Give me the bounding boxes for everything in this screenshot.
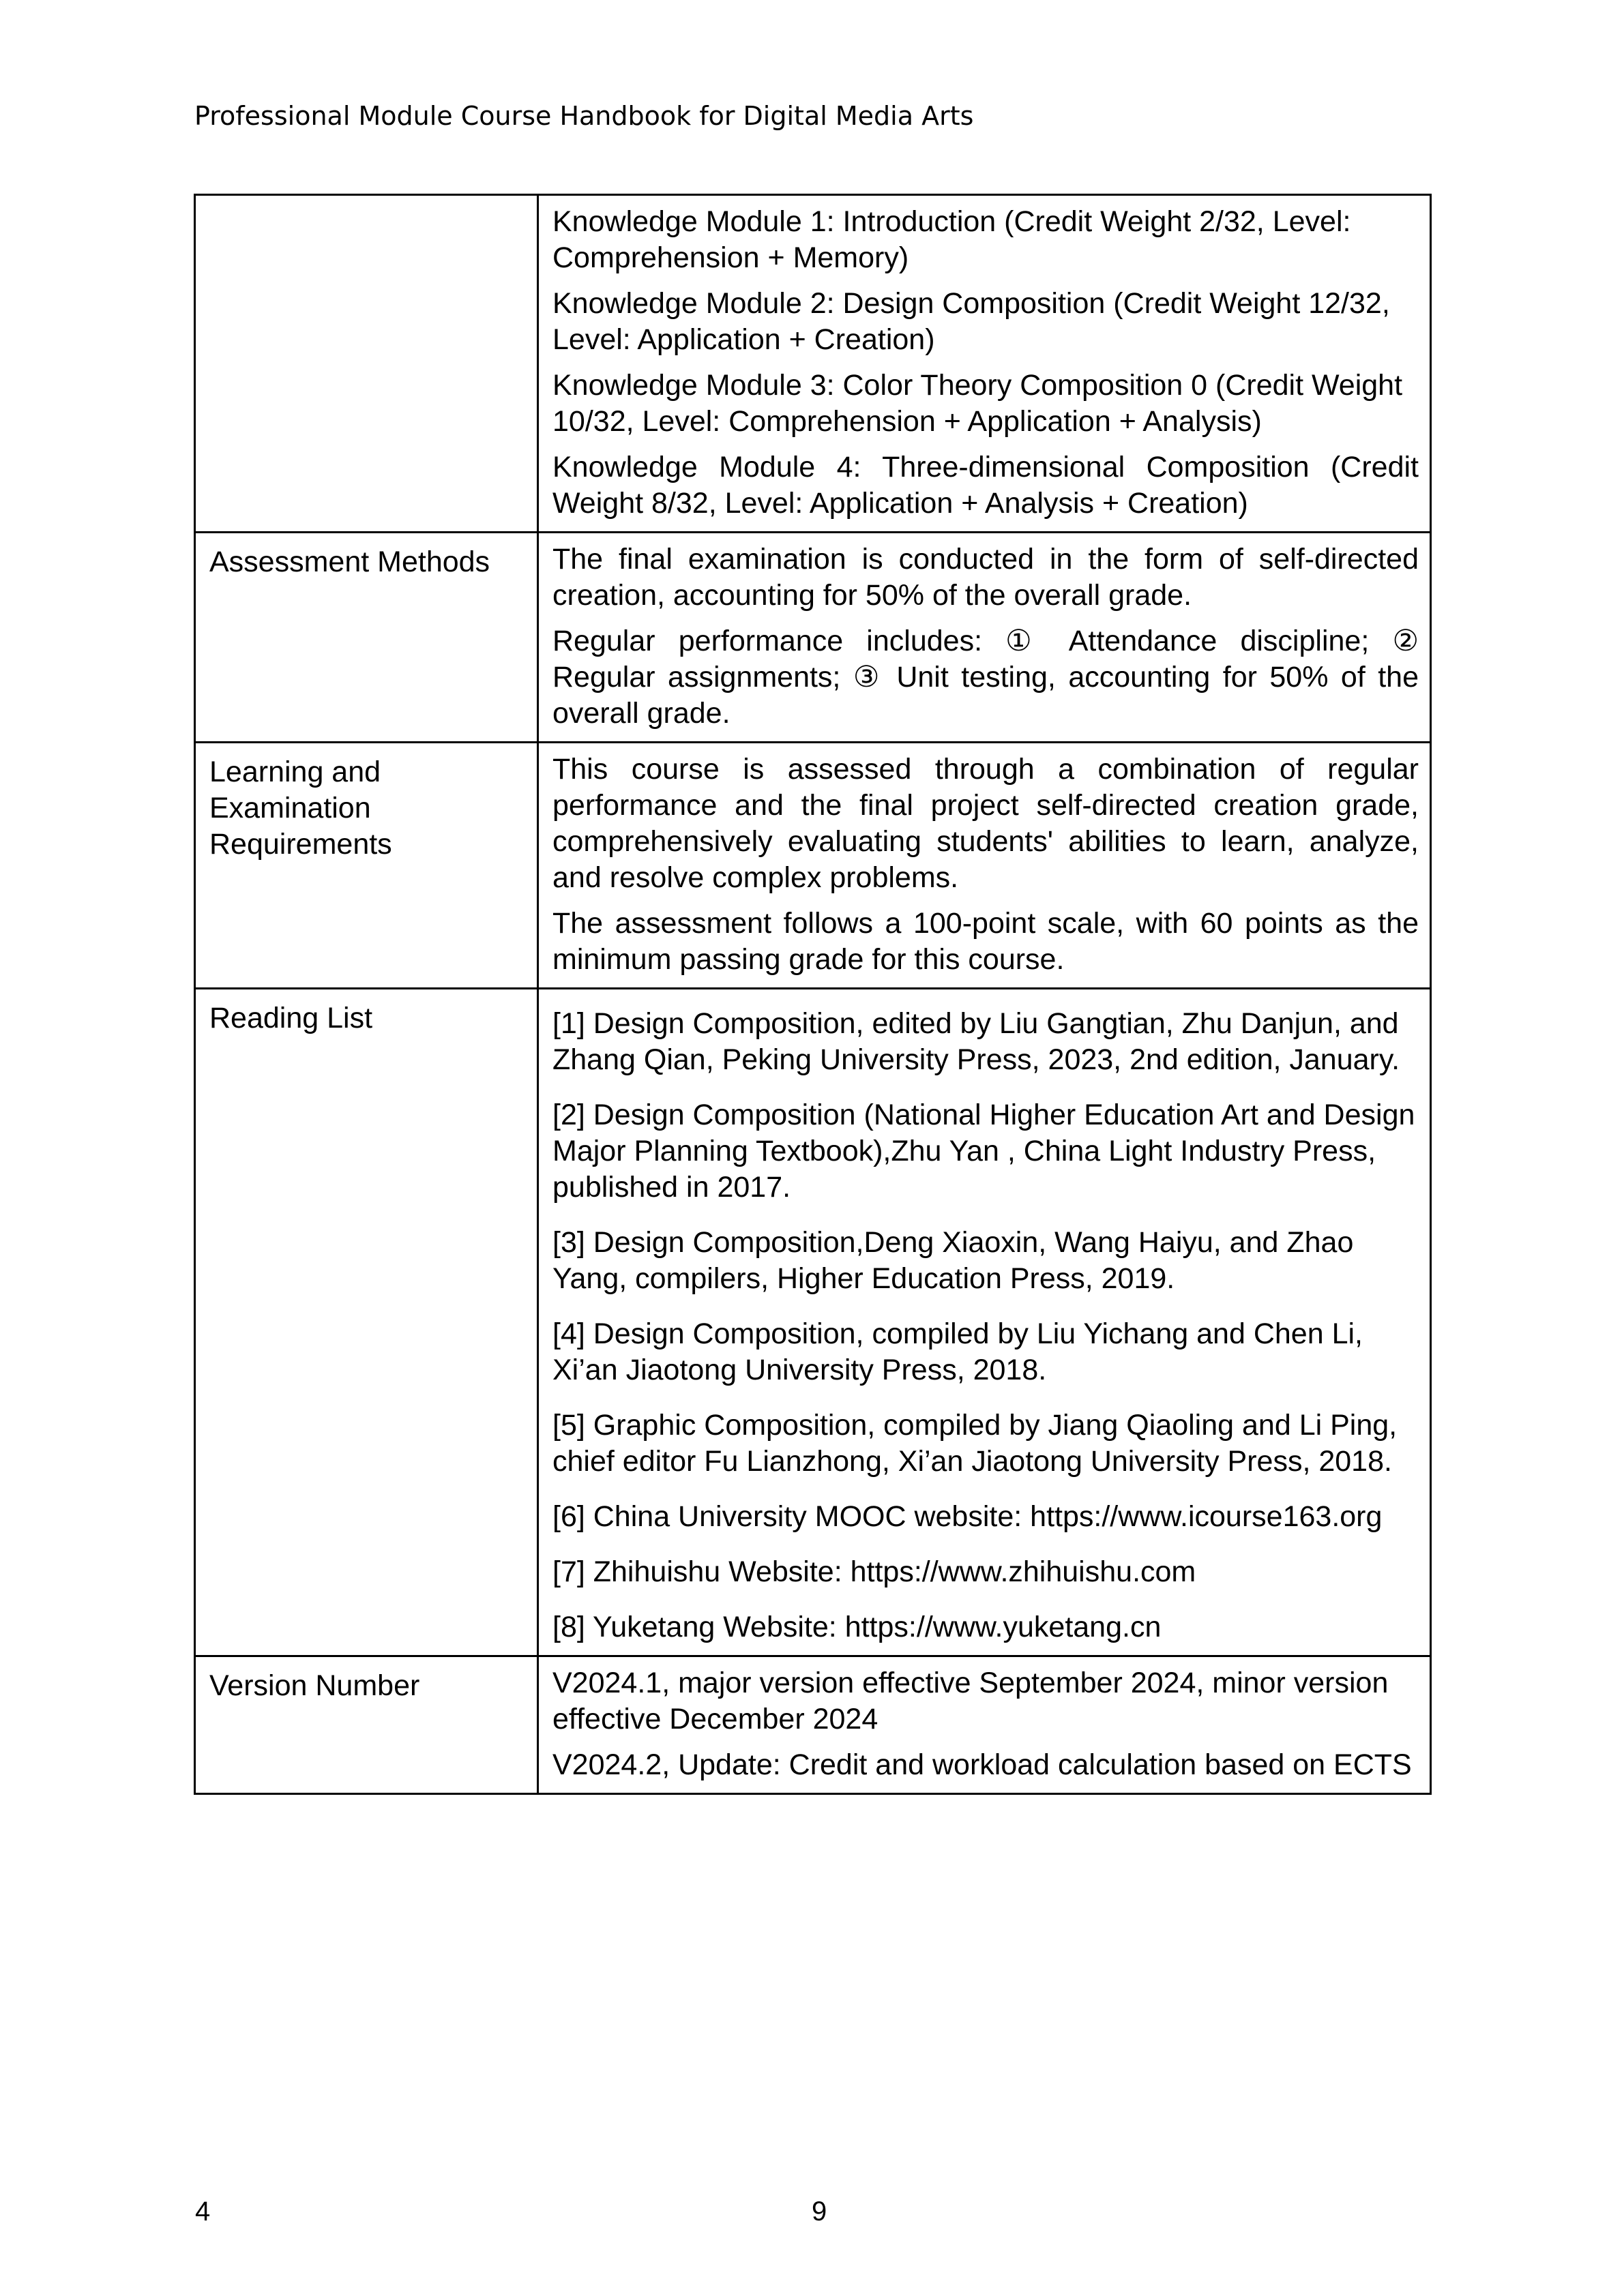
running-header: Professional Module Course Handbook for Digital Media Arts xyxy=(194,101,974,131)
row-label-learning-requirements xyxy=(195,743,538,989)
label-learning-requirements: Learning and Examination Requirements xyxy=(209,756,392,861)
table-row-learning-requirements xyxy=(195,743,1431,989)
table-row-reading-list xyxy=(195,989,1431,1656)
page-number-left: 4 xyxy=(195,2196,211,2226)
reading-item-5: [5] Graphic Composition, compiled by Jiang Qiaoling and Li Ping, chief editor Fu Lianzhong, Xi’an Jiaotong University Press, 2018. xyxy=(552,1409,1398,1478)
assessment-regular-performance: Regular performance includes: ① Attendance discipline; ② Regular assignments; ③ Unit testing, accounting for 50% of the overall grade. xyxy=(552,625,1419,730)
page-number-center: 9 xyxy=(812,2196,827,2226)
knowledge-module-1: Knowledge Module 1: Introduction (Credit Weight 2/32, Level: Comprehension + Memory) xyxy=(552,205,1351,274)
knowledge-module-3: Knowledge Module 3: Color Theory Composition 0 (Credit Weight 10/32, Level: Comprehension + Application + Analysis) xyxy=(552,369,1403,438)
reading-item-6: [6] China University MOOC website: https://www.icourse163.org xyxy=(552,1500,1383,1533)
label-version-number: Version Number xyxy=(209,1669,420,1702)
row-content-reading-list xyxy=(538,989,1431,1656)
reading-item-8: [8] Yuketang Website: https://www.yuketang.cn xyxy=(552,1611,1162,1643)
version-entry-2: V2024.2, Update: Credit and workload calculation based on ECTS xyxy=(552,1748,1412,1781)
reading-item-4: [4] Design Composition, compiled by Liu Yichang and Chen Li, Xi’an Jiaotong University Press, 2018. xyxy=(552,1317,1363,1386)
reading-item-3: [3] Design Composition,Deng Xiaoxin, Wang Haiyu, and Zhao Yang, compilers, Higher Education Press, 2019. xyxy=(552,1226,1354,1295)
table-row-assessment-methods xyxy=(195,533,1431,743)
requirements-assessment: This course is assessed through a combination of regular performance and the final project self-directed creation grade, comprehensively evaluating students' abilities to learn, analyze, and resolve complex problems. xyxy=(552,753,1419,894)
table-row-version-number xyxy=(195,1656,1431,1794)
row-label-version-number xyxy=(195,1656,538,1794)
version-entry-1: V2024.1, major version effective September 2024, minor version effective December 2024 xyxy=(552,1667,1389,1735)
row-content-version-number xyxy=(538,1656,1431,1794)
requirements-scale: The assessment follows a 100-point scale, with 60 points as the minimum passing grade for this course. xyxy=(552,907,1419,976)
row-label-reading-list xyxy=(195,989,538,1656)
course-info-table xyxy=(194,194,1432,1795)
reading-item-2: [2] Design Composition (National Higher Education Art and Design Major Planning Textbook),Zhu Yan , China Light Industry Press, published in 2017. xyxy=(552,1099,1415,1204)
label-reading-list: Reading List xyxy=(209,1002,373,1034)
row-content-knowledge-modules xyxy=(538,195,1431,533)
label-assessment-methods: Assessment Methods xyxy=(209,546,490,578)
row-label-knowledge-modules xyxy=(195,195,538,533)
reading-item-7: [7] Zhihuishu Website: https://www.zhihuishu.com xyxy=(552,1555,1196,1588)
assessment-final-exam: The final examination is conducted in the form of self-directed creation, accounting for 50% of the overall grade. xyxy=(552,543,1419,612)
row-content-assessment-methods xyxy=(538,533,1431,743)
row-label-assessment-methods xyxy=(195,533,538,743)
row-content-learning-requirements xyxy=(538,743,1431,989)
reading-item-1: [1] Design Composition, edited by Liu Gangtian, Zhu Danjun, and Zhang Qian, Peking University Press, 2023, 2nd edition, January. xyxy=(552,1007,1400,1076)
table-row-knowledge-modules xyxy=(195,195,1431,533)
knowledge-module-4: Knowledge Module 4: Three-dimensional Composition (Credit Weight 8/32, Level: Application + Analysis + Creation) xyxy=(552,451,1419,520)
knowledge-module-2: Knowledge Module 2: Design Composition (Credit Weight 12/32, Level: Application + Creation) xyxy=(552,287,1390,356)
